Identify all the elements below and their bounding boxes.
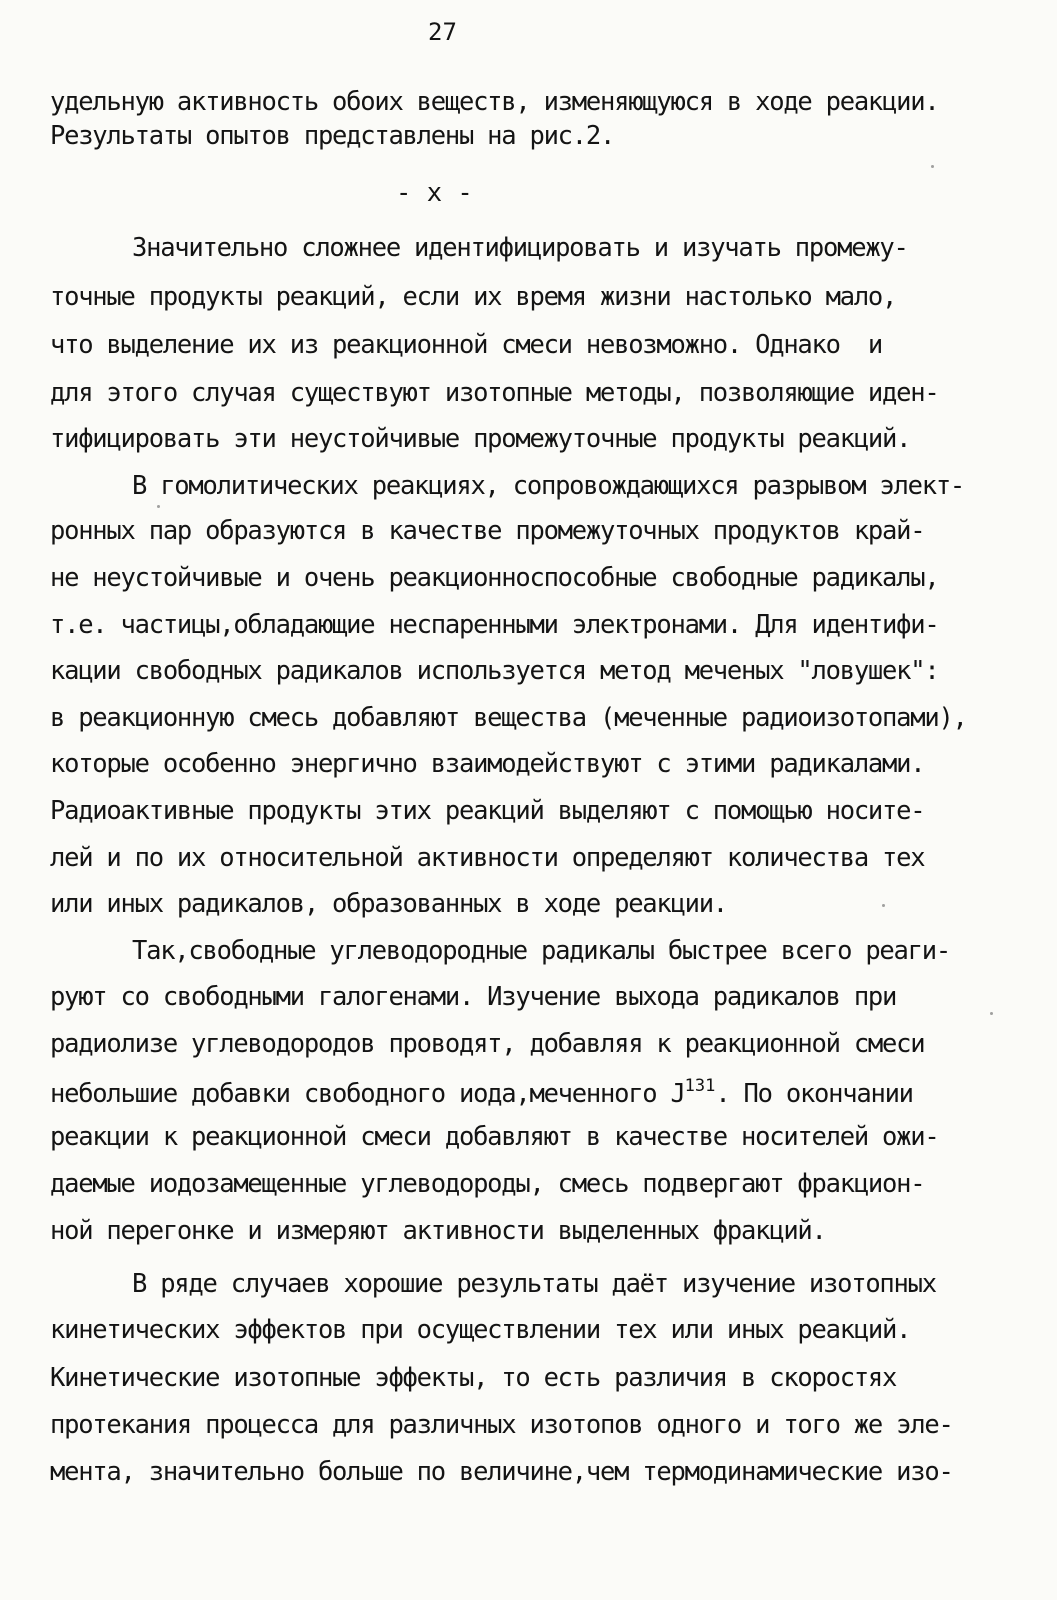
- text-line: Радиоактивные продукты этих реакций выделяют с помощью носите-: [50, 796, 925, 826]
- text-line: даемые иодозамещенные углеводороды, смесь подвергают фракцион-: [50, 1169, 925, 1199]
- text-line: кинетических эффектов при осуществлении тех или иных реакций.: [50, 1315, 911, 1345]
- text-line: в реакционную смесь добавляют вещества (меченные радиоизотопами),: [50, 703, 967, 733]
- text-line: не неустойчивые и очень реакционноспособные свободные радикалы,: [50, 563, 939, 593]
- text-line: Значительно сложнее идентифицировать и изучать промежу-: [132, 233, 908, 263]
- section-separator: - x -: [396, 178, 473, 208]
- text-line: кации свободных радикалов используется метод меченых "ловушек":: [50, 656, 939, 686]
- text-line: точные продукты реакций, если их время жизни настолько мало,: [50, 282, 897, 312]
- text-line: лей и по их относительной активности определяют количества тех: [50, 843, 925, 873]
- scan-speck: [157, 505, 160, 508]
- text-line: удельную активность обоих веществ, изменяющуюся в ходе реакции.: [50, 87, 939, 117]
- text-line: руют со свободными галогенами. Изучение выхода радикалов при: [50, 982, 897, 1012]
- scan-speck: [882, 904, 885, 907]
- text-line: тифицировать эти неустойчивые промежуточные продукты реакций.: [50, 424, 911, 454]
- scan-speck: [990, 1012, 993, 1015]
- page-number: 27: [428, 18, 457, 46]
- text-line: Так,свободные углеводородные радикалы быстрее всего реаги-: [132, 936, 950, 966]
- text-line: для этого случая существуют изотопные методы, позволяющие иден-: [50, 378, 939, 408]
- text-line: мента, значительно больше по величине,чем термодинамические изо-: [50, 1457, 953, 1487]
- text-line: которые особенно энергично взаимодействуют с этими радикалами.: [50, 749, 925, 779]
- text-segment: небольшие добавки свободного иода,меченного: [50, 1079, 671, 1109]
- text-line: или иных радикалов, образованных в ходе реакции.: [50, 889, 727, 919]
- text-line: радиолизе углеводородов проводят, добавляя к реакционной смеси: [50, 1029, 925, 1059]
- iodine-symbol: J: [670, 1079, 685, 1109]
- text-line: ной перегонке и измеряют активности выделенных фракций.: [50, 1216, 826, 1246]
- text-line-iodine: [50, 1078, 913, 1108]
- text-line: В ряде случаев хорошие результаты даёт изучение изотопных: [132, 1269, 936, 1299]
- text-line: Результаты опытов представлены на рис.2.: [50, 121, 615, 151]
- text-segment: . По окончании: [715, 1079, 913, 1109]
- text-line: ронных пар образуются в качестве промежуточных продуктов край-: [50, 516, 925, 546]
- text-line: реакции к реакционной смеси добавляют в качестве носителей ожи-: [50, 1122, 939, 1152]
- text-line: В гомолитических реакциях, сопровождающихся разрывом элект-: [132, 471, 965, 501]
- scan-speck: [931, 165, 934, 168]
- text-line: что выделение их из реакционной смеси невозможно. Однако и: [50, 330, 883, 360]
- text-line: Кинетические изотопные эффекты, то есть различия в скоростях: [50, 1363, 897, 1393]
- text-line: т.е. частицы,обладающие неспаренными электронами. Для идентифи-: [50, 610, 939, 640]
- iodine-mass-number: 131: [684, 1076, 716, 1096]
- text-line: протекания процесса для различных изотопов одного и того же эле-: [50, 1410, 953, 1440]
